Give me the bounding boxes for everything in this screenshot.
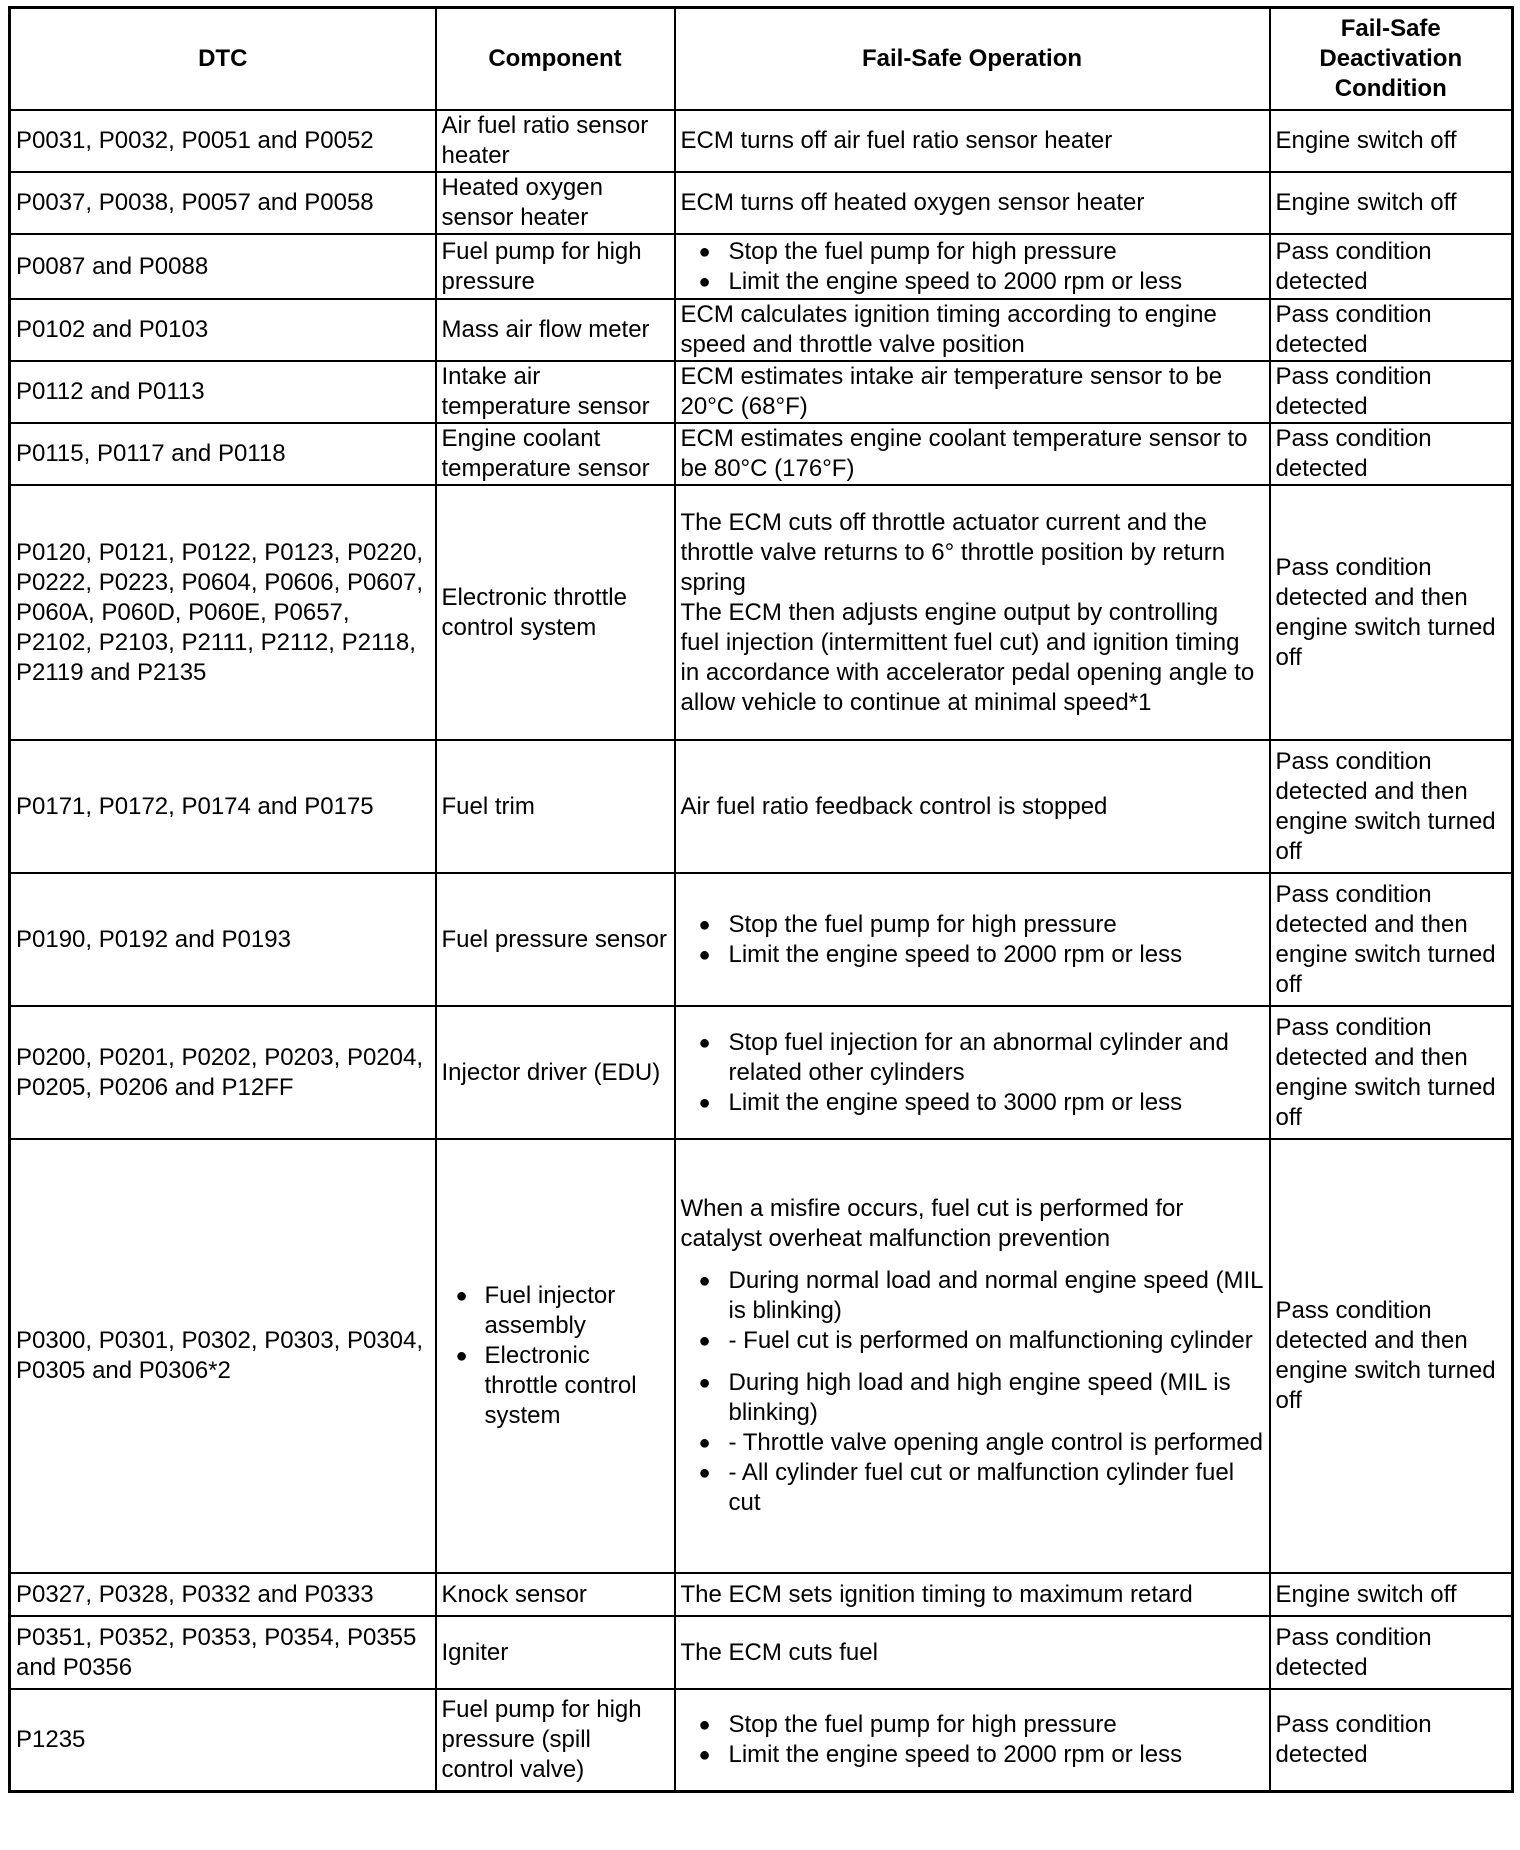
component-cell: Engine coolant temperature sensor xyxy=(436,423,675,485)
condition-cell: Engine switch off xyxy=(1270,1573,1513,1616)
dtc-cell: P0037, P0038, P0057 and P0058 xyxy=(10,172,436,234)
list-item: ● - Fuel cut is performed on malfunctioning cylinder xyxy=(681,1326,1264,1356)
dtc-cell: P0300, P0301, P0302, P0303, P0304, P0305 and P0306*2 xyxy=(10,1139,436,1573)
component-cell: Knock sensor xyxy=(436,1573,675,1616)
list-item: ● Limit the engine speed to 2000 rpm or less xyxy=(681,940,1264,970)
component-cell: Heated oxygen sensor heater xyxy=(436,172,675,234)
table-row xyxy=(10,361,1513,423)
operation-cell: ECM estimates intake air temperature sensor to be 20°C (68°F) xyxy=(675,361,1270,423)
condition-cell: Pass condition detected and then engine switch turned off xyxy=(1270,873,1513,1006)
table-row xyxy=(10,485,1513,740)
operation-cell xyxy=(675,1006,1270,1139)
operation-cell: ECM estimates engine coolant temperature sensor to be 80°C (176°F) xyxy=(675,423,1270,485)
table-row xyxy=(10,1006,1513,1139)
component-cell: Fuel pump for high pressure xyxy=(436,234,675,299)
component-cell: Fuel trim xyxy=(436,740,675,873)
component-cell: Fuel pressure sensor xyxy=(436,873,675,1006)
list-item: ● During normal load and normal engine speed (MIL is blinking) xyxy=(681,1266,1264,1326)
operation-cell: ECM turns off air fuel ratio sensor heater xyxy=(675,110,1270,172)
operation-cell: Air fuel ratio feedback control is stopped xyxy=(675,740,1270,873)
header-fail-safe-operation: Fail-Safe Operation xyxy=(675,8,1270,111)
dtc-cell: P0190, P0192 and P0193 xyxy=(10,873,436,1006)
condition-cell: Pass condition detected xyxy=(1270,1689,1513,1791)
condition-cell: Pass condition detected xyxy=(1270,361,1513,423)
operation-list xyxy=(681,910,1264,970)
dtc-cell: P0351, P0352, P0353, P0354, P0355 and P0356 xyxy=(10,1616,436,1689)
operation-cell: ECM turns off heated oxygen sensor heater xyxy=(675,172,1270,234)
dtc-cell: P0115, P0117 and P0118 xyxy=(10,423,436,485)
operation-text: The ECM cuts off throttle actuator current and the throttle valve returns to 6° throttle position by return spring xyxy=(680,508,1226,596)
dtc-cell: P1235 xyxy=(10,1689,436,1791)
table-row xyxy=(10,1573,1513,1616)
component-cell xyxy=(436,1139,675,1573)
condition-cell: Pass condition detected and then engine switch turned off xyxy=(1270,1139,1513,1573)
list-item: ● - Throttle valve opening angle control is performed xyxy=(681,1428,1264,1458)
header-dtc: DTC xyxy=(10,8,436,111)
dtc-cell: P0171, P0172, P0174 and P0175 xyxy=(10,740,436,873)
table-row xyxy=(10,299,1513,361)
table-row xyxy=(10,873,1513,1006)
header-component: Component xyxy=(436,8,675,111)
header-deactivation-condition: Fail-Safe Deactivation Condition xyxy=(1270,8,1513,111)
condition-cell: Engine switch off xyxy=(1270,110,1513,172)
operation-list xyxy=(681,1710,1264,1770)
table-header-row xyxy=(10,8,1513,111)
condition-cell: Pass condition detected xyxy=(1270,423,1513,485)
operation-cell xyxy=(675,234,1270,299)
list-item: ● During high load and high engine speed (MIL is blinking) xyxy=(681,1368,1264,1428)
dtc-cell: P0087 and P0088 xyxy=(10,234,436,299)
table-row xyxy=(10,1139,1513,1573)
list-item: ● Limit the engine speed to 2000 rpm or less xyxy=(681,267,1264,297)
component-cell: Injector driver (EDU) xyxy=(436,1006,675,1139)
table-row xyxy=(10,1689,1513,1791)
operation-cell xyxy=(675,485,1270,740)
fail-safe-table xyxy=(8,6,1514,1793)
operation-list xyxy=(681,237,1264,297)
operation-text: The ECM then adjusts engine output by controlling fuel injection (intermittent fuel cut) and ignition timing in accordance with accelerator pedal opening angle to allow vehicle to continue at minimal speed*1 xyxy=(680,598,1255,716)
component-list xyxy=(442,1281,669,1431)
condition-cell: Pass condition detected xyxy=(1270,1616,1513,1689)
operation-list xyxy=(681,1368,1264,1518)
dtc-cell: P0031, P0032, P0051 and P0052 xyxy=(10,110,436,172)
list-item: ● Limit the engine speed to 2000 rpm or less xyxy=(681,1740,1264,1770)
list-item: ● Stop the fuel pump for high pressure xyxy=(681,910,1264,940)
operation-cell xyxy=(675,1139,1270,1573)
dtc-cell: P0327, P0328, P0332 and P0333 xyxy=(10,1573,436,1616)
list-item: ● Stop the fuel pump for high pressure xyxy=(681,1710,1264,1740)
operation-cell: The ECM cuts fuel xyxy=(675,1616,1270,1689)
component-cell: Fuel pump for high pressure (spill control valve) xyxy=(436,1689,675,1791)
operation-cell: ECM calculates ignition timing according to engine speed and throttle valve position xyxy=(675,299,1270,361)
table-row xyxy=(10,234,1513,299)
list-item: ● - All cylinder fuel cut or malfunction cylinder fuel cut xyxy=(681,1458,1264,1518)
table-row xyxy=(10,172,1513,234)
operation-list xyxy=(681,1028,1264,1118)
condition-cell: Pass condition detected xyxy=(1270,234,1513,299)
condition-cell: Pass condition detected and then engine switch turned off xyxy=(1270,1006,1513,1139)
table-row xyxy=(10,110,1513,172)
list-item: ● Stop fuel injection for an abnormal cylinder and related other cylinders xyxy=(681,1028,1264,1088)
dtc-cell: P0200, P0201, P0202, P0203, P0204, P0205, P0206 and P12FF xyxy=(10,1006,436,1139)
condition-cell: Engine switch off xyxy=(1270,172,1513,234)
operation-cell: The ECM sets ignition timing to maximum retard xyxy=(675,1573,1270,1616)
operation-cell xyxy=(675,1689,1270,1791)
operation-text: When a misfire occurs, fuel cut is performed for catalyst overheat malfunction prevention xyxy=(680,1195,1184,1252)
condition-cell: Pass condition detected and then engine switch turned off xyxy=(1270,485,1513,740)
table-row xyxy=(10,740,1513,873)
list-item: ● Fuel injector assembly xyxy=(442,1281,669,1341)
component-cell: Intake air temperature sensor xyxy=(436,361,675,423)
condition-cell: Pass condition detected and then engine switch turned off xyxy=(1270,740,1513,873)
component-cell: Mass air flow meter xyxy=(436,299,675,361)
dtc-cell: P0112 and P0113 xyxy=(10,361,436,423)
table-row xyxy=(10,1616,1513,1689)
condition-cell: Pass condition detected xyxy=(1270,299,1513,361)
operation-list xyxy=(681,1266,1264,1356)
component-cell: Air fuel ratio sensor heater xyxy=(436,110,675,172)
table-row xyxy=(10,423,1513,485)
dtc-cell: P0120, P0121, P0122, P0123, P0220, P0222, P0223, P0604, P0606, P0607, P060A, P060D, P060E, P0657, P2102, P2103, P2111, P2112, P2118, P2119 and P2135 xyxy=(10,485,436,740)
component-cell: Electronic throttle control system xyxy=(436,485,675,740)
dtc-cell: P0102 and P0103 xyxy=(10,299,436,361)
component-cell: Igniter xyxy=(436,1616,675,1689)
list-item: ● Limit the engine speed to 3000 rpm or less xyxy=(681,1088,1264,1118)
list-item: ● Stop the fuel pump for high pressure xyxy=(681,237,1264,267)
operation-cell xyxy=(675,873,1270,1006)
list-item: ● Electronic throttle control system xyxy=(442,1341,669,1431)
